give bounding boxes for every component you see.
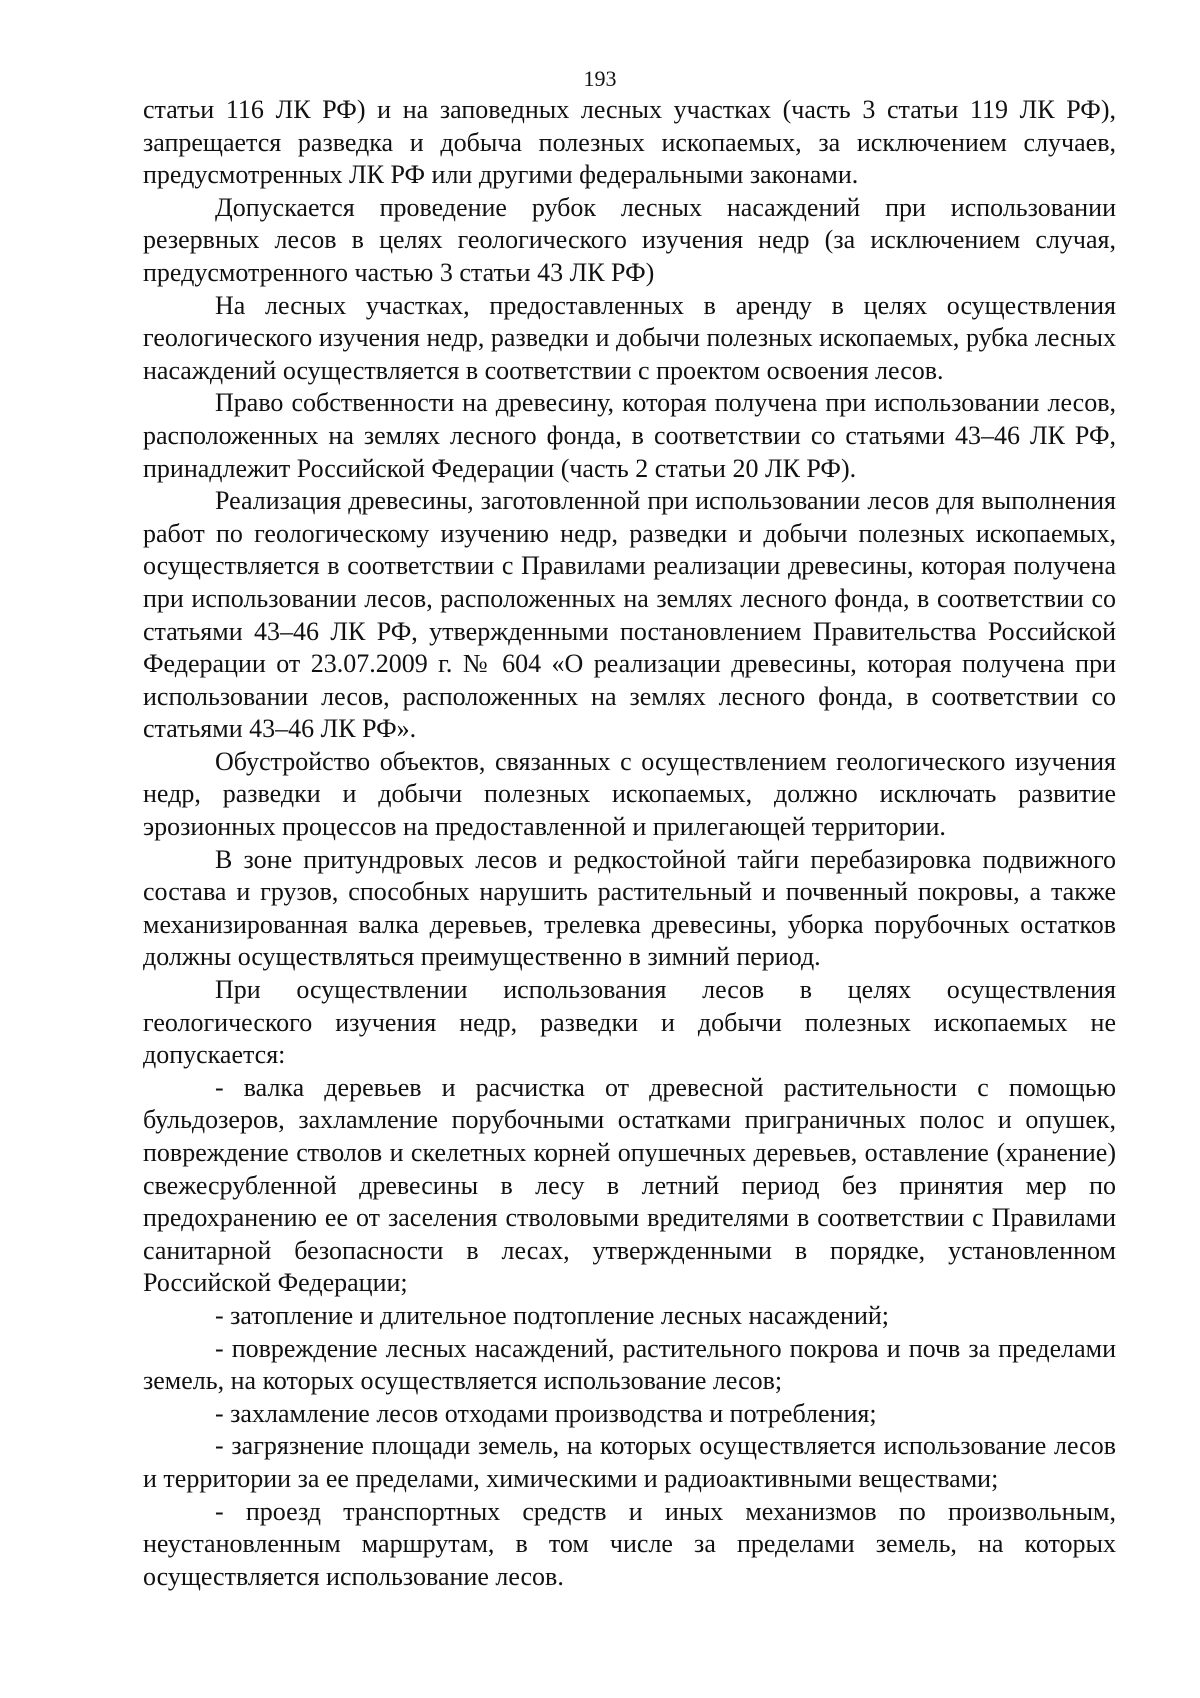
paragraph-wood-ownership: Право собственности на древесину, которая получена при использовании лесов, расположенных на землях лесного фонда, в соответствии со статьями 43–46 ЛК РФ, принадлежит Российской Федерации (часть 2 статьи 20 ЛК РФ). [143, 388, 1116, 483]
list-item-littering: - захламление лесов отходами производства и потребления; [215, 1398, 877, 1428]
list-item-felling: - валка деревьев и расчистка от древесной растительности с помощью бульдозеров, захламление порубочными остатками приграничных полос и опушек, повреждение стволов и скелетных корней опушечных деревьев, оставление (хранение) свежесрубленной древесины в лесу в летний период без принятия мер по предохранению ее от заселения стволовыми вредителями в соответствии с Правилами санитарной безопасности в лесах, утвержденными в порядке, установленном Российской Федерации; [143, 1072, 1116, 1298]
paragraph-reserve-forests: Допускается проведение рубок лесных насаждений при использовании резервных лесов в целях геологического изучения недр (за исключением случая, предусмотренного частью 3 статьи 43 ЛК РФ) [143, 192, 1116, 287]
document-body [143, 94, 1116, 1593]
paragraph-wood-sale: Реализация древесины, заготовленной при использовании лесов для выполнения работ по геологическому изучению недр, разведки и добычи полезных ископаемых, осуществляется в соответствии с Правилами реализации древесины, которая получена при использовании лесов, расположенных на землях лесного фонда, в соответствии со статьями 43–46 ЛК РФ, утвержденными постановлением Правительства Российской Федерации от 23.07.2009 г. № 604 «О реализации древесины, которая получена при использовании лесов, расположенных на землях лесного фонда, в соответствии со статьями 43–46 ЛК РФ». [143, 486, 1116, 744]
paragraph-continuation: статьи 116 ЛК РФ) и на заповедных лесных участках (часть 3 статьи 119 ЛК РФ), запрещается разведка и добыча полезных ископаемых, за исключением случаев, предусмотренных ЛК РФ или другими федеральными законами. [143, 95, 1116, 190]
list-item-vehicles: - проезд транспортных средств и иных механизмов по произвольным, неустановленным маршрутам, в том числе за пределами земель, на которых осуществляется использование лесов. [143, 1496, 1116, 1591]
paragraph-leased-plots: На лесных участках, предоставленных в аренду в целях осуществления геологического изучения недр, разведки и добычи полезных ископаемых, рубка лесных насаждений осуществляется в соответствии с проектом освоения лесов. [143, 290, 1116, 385]
paragraph-prohibitions-intro: При осуществлении использования лесов в целях осуществления геологического изучения недр, разведки и добычи полезных ископаемых не допускается: [143, 975, 1116, 1070]
list-item-pollution: - загрязнение площади земель, на которых осуществляется использование лесов и территории за ее пределами, химическими и радиоактивными веществами; [143, 1431, 1116, 1493]
paragraph-erosion: Обустройство объектов, связанных с осуществлением геологического изучения недр, разведки и добычи полезных ископаемых, должно исключать развитие эрозионных процессов на предоставленной и прилегающей территории. [143, 746, 1116, 842]
list-item-flooding: - затопление и длительное подтопление лесных насаждений; [215, 1300, 889, 1330]
list-item-damage: - повреждение лесных насаждений, растительного покрова и почв за пределами земель, на которых осуществляется использование лесов; [143, 1333, 1116, 1396]
paragraph-tundra-zone: В зоне притундровых лесов и редкостойной тайги перебазировка подвижного состава и грузов, способных нарушить растительный и почвенный покровы, а также механизированная валка деревьев, трелевка древесины, уборка порубочных остатков должны осуществляться преимущественно в зимний период. [143, 844, 1116, 972]
page-number: 193 [583, 66, 617, 91]
